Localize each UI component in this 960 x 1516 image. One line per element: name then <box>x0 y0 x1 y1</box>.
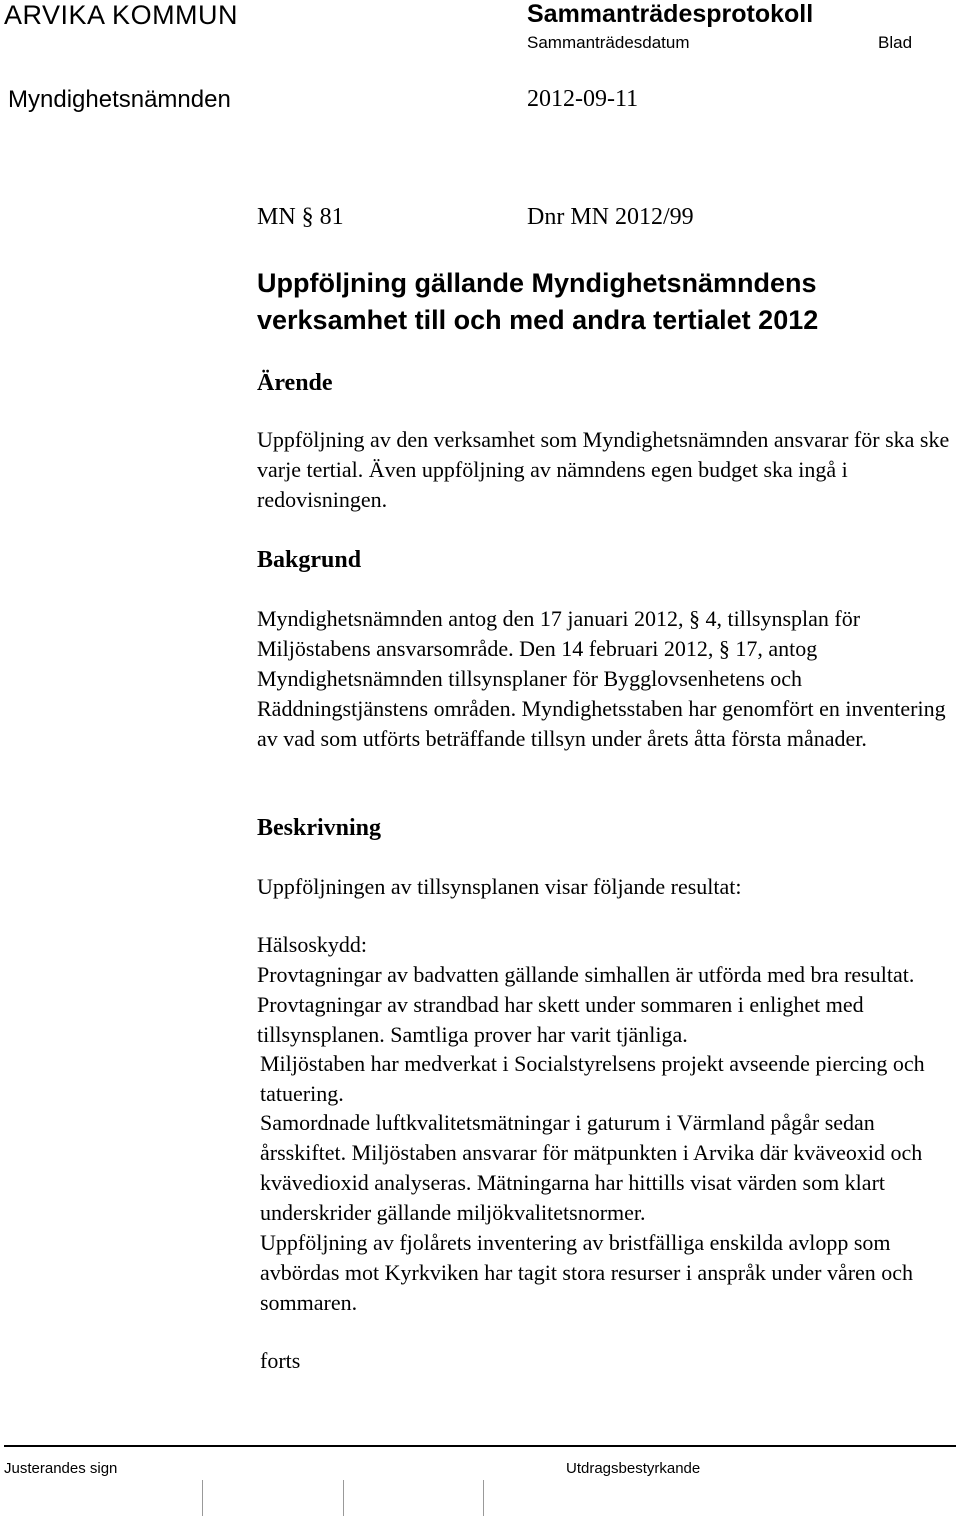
beskrivning-intro: Uppföljningen av tillsynsplanen visar följande resultat: <box>257 874 742 899</box>
signature-label: Justerandes sign <box>4 1460 118 1477</box>
sheet-label: Blad <box>878 33 913 52</box>
halsoskydd-label: Hälsoskydd: <box>257 932 367 957</box>
committee-name: Myndighetsnämnden <box>8 86 231 113</box>
diary-number: Dnr MN 2012/99 <box>527 204 694 230</box>
meeting-date: 2012-09-11 <box>527 86 639 112</box>
continued-marker: forts <box>260 1348 301 1373</box>
signature-box-divider <box>343 1480 344 1516</box>
section-heading-bakgrund: Bakgrund <box>257 547 362 573</box>
extract-certification-label: Utdragsbestyrkande <box>566 1460 701 1477</box>
section-heading-arende: Ärende <box>257 370 333 396</box>
document-type: Sammanträdesprotokoll <box>527 0 814 28</box>
signature-box-divider <box>202 1480 203 1516</box>
bakgrund-text: Myndighetsnämnden antog den 17 januari 2012, § 4, tillsynsplan för Miljöstabens ansvarsområde. Den 14 februari 2012, § 17, antog Myndighetsnämnden tillsynsplaner för Bygglovsenhetens och Räddningstjänstens områden. Myndighetsstaben har genomfört en inventering av vad som utförts beträffande tillsyn under årets åtta första månader. <box>257 606 946 751</box>
item-title: Uppföljning gällande Myndighetsnämndens verksamhet till och med andra tertialet 2012 <box>257 268 819 335</box>
halsoskydd-text: Provtagningar av badvatten gällande simhallen är utförda med bra resultat. Provtagningar av strandbad har skett under sommaren i enlighet med tillsynsplanen. Samtliga prover har varit tjänliga. <box>257 962 915 1047</box>
avlopp-text: Uppföljning av fjolårets inventering av bristfälliga enskilda avlopp som avbördas mot Kyrkviken har tagit stora resurser i anspråk under våren och sommaren. <box>260 1230 914 1315</box>
luftkvalitet-text: Samordnade luftkvalitetsmätningar i gaturum i Värmland pågår sedan årsskiftet. Miljöstaben ansvarar för mätpunkten i Arvika där kväveoxid och kvävedioxid analyseras. Mätningarna har hittills visat värden som klart underskrider gällande miljökvalitetsnormer. <box>260 1110 923 1225</box>
signature-box-divider <box>483 1480 484 1516</box>
paragraph-number: MN § 81 <box>257 204 344 230</box>
footer-divider <box>4 1445 956 1447</box>
organization-name: ARVIKA KOMMUN <box>4 0 239 30</box>
piercing-text: Miljöstaben har medverkat i Socialstyrelsens projekt avseende piercing och tatuering. <box>260 1051 925 1106</box>
arende-text: Uppföljning av den verksamhet som Myndighetsnämnden ansvarar för ska ske varje tertial. Även uppföljning av nämndens egen budget ska ingå i redovisningen. <box>257 427 950 512</box>
meeting-date-label: Sammanträdesdatum <box>527 33 690 52</box>
section-heading-beskrivning: Beskrivning <box>257 815 382 841</box>
